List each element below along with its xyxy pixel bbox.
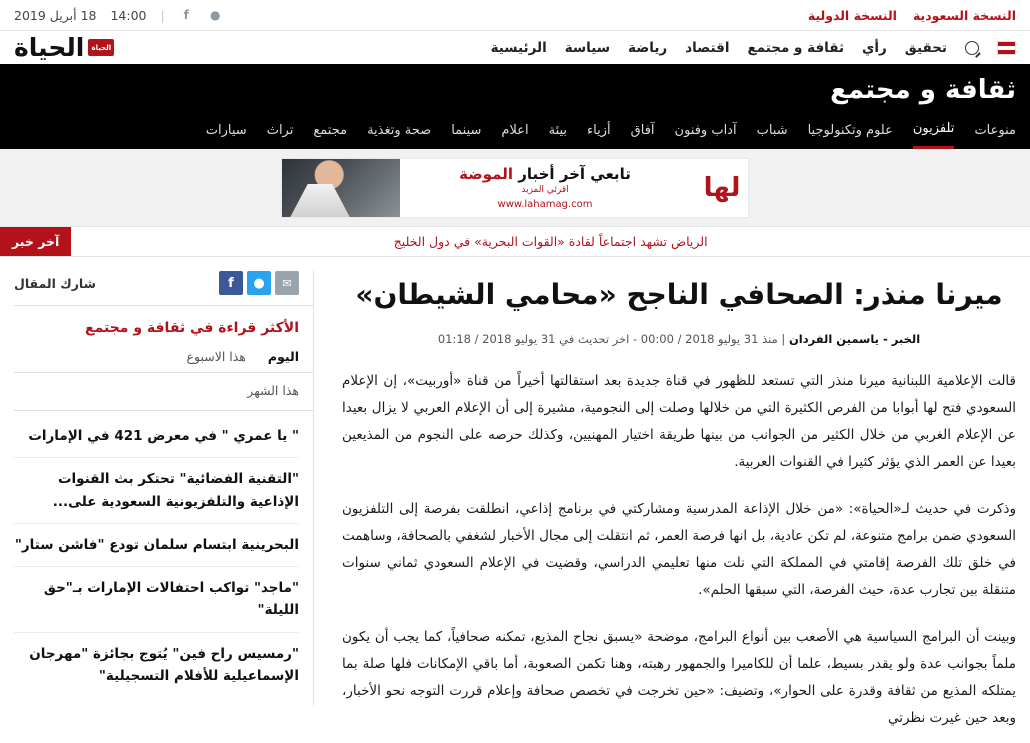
top-bar-date: 18 أبريل 2019 (14, 7, 97, 23)
nav-item-home[interactable]: الرئيسية (490, 39, 547, 56)
popular-heading: الأكثر قراءة في ثقافة و مجتمع (14, 305, 313, 347)
top-link-saudi-edition[interactable]: النسخة السعودية (912, 7, 1016, 23)
article-date: | منذ 31 يوليو 2018 / 00:00 - اخر تحديث في 31 يوليو 2018 / 01:18 (437, 331, 786, 346)
subnav-item-arts[interactable]: آداب وفنون (674, 122, 737, 138)
share-label: شارك المقال (14, 275, 96, 291)
nav-item-rai[interactable]: رأي (862, 39, 887, 56)
share-buttons (219, 271, 299, 295)
article-paragraph: وبينت أن البرامج السياسية هي الأصعب بين أنواع البرامج، موضحة «يسبق نجاح المذيع، تمكنه صحافياً، كما يجب أن يكون ملماً بجوانب عدة ولو يقدر بسيط، علما أن للكاميرا والجمهور رهبته، وهنا تكمن الصعوبة، أما باقي الإمكانات فلها صلة بما يمتلكه المذيع من ثقافة وقدرة على الحوار»، وتضيف: «حين تخرجت في تخصص صحافة وإعلام قررت التوجه نحو الأخبار، وبعد حين غيرت نظرتي (342, 628, 1016, 726)
ad-logo: لها (703, 172, 741, 203)
subnav-item-afaq[interactable]: آفاق (630, 122, 655, 138)
article-paragraph: قالت الإعلامية اللبنانية ميرنا منذر التي تستعد للظهور في قناة جديدة بعد استقالتها أخيراً من قناة «أوربيت»، إن الإعلام السعودي فتح لها أبوابا من الفرص الكثيرة التي من خلالها وصلت إلى النجومية، مشيرة إلى أن الإعلام العربي لا يزال بعيدا عن الإعلام الغربي من خلال الكثير من الجوانب من بينها طريقة اختيار المهنيين، وكذلك حرصه على النجوم من المذيعين بعيدا عن العمر الذي يؤثر كثيرا في القنوات العربية. (342, 372, 1016, 470)
twitter-icon[interactable]: ● (247, 271, 271, 295)
ad-headline-accent: الموضة (459, 165, 513, 183)
top-link-international-edition[interactable]: النسخة الدولية (807, 7, 897, 23)
nav-item-sports[interactable]: رياضة (628, 39, 668, 56)
subnav-item-television[interactable]: تلفزيون (913, 121, 955, 149)
popular-list (14, 411, 313, 697)
ad-image (282, 158, 400, 218)
subnav-item-youth[interactable]: شباب (756, 122, 788, 138)
flag-icon[interactable] (997, 41, 1016, 55)
top-bar-links (808, 8, 1016, 23)
top-bar (0, 0, 1030, 31)
article-paragraph: وذكرت في حديث لـ«الحياة»: «من خلال الإذاعة المدرسية ومشاركتي في برنامج إذاعي، انطلقت بفرصة إلى التلفزيون السعودي ضمن برامج متنوعة، لم تكن عادية، بل انها فرصة العمر، ثم انتقلت إلى مجال الأخبار لشغفي بالصحافة، وساهمت في خلق تلك الفرصة إقامتي في المملكة التي نلت منها تعليمي الدراسي، وقضيت في الإعلام السعودي ثماني سنوات متنقلة بين تجارب عدة، حيث الفرصة، التي سبقها الحلم». (341, 500, 1016, 598)
article-meta (342, 332, 1016, 346)
nav-item-tahqeeq[interactable]: تحقيق (904, 39, 947, 56)
subnav-item-society[interactable]: مجتمع (313, 122, 348, 138)
top-bar-separator: | (160, 7, 165, 23)
tab-this-month[interactable]: هذا الشهر (14, 373, 313, 411)
share-row (14, 271, 313, 305)
site-logo[interactable] (14, 35, 114, 60)
site-header (0, 31, 1030, 64)
subnav-item-health[interactable]: صحة وتغذية (367, 122, 432, 138)
top-bar-meta (14, 8, 223, 23)
breaking-news-label: آخر خبر (0, 227, 71, 256)
section-band (0, 64, 1030, 149)
logo-text: الحياة (14, 33, 85, 62)
mail-icon[interactable]: ✉ (275, 271, 299, 295)
ad-headline: تابعي آخر أخبار (518, 165, 631, 183)
section-subnav (14, 114, 1016, 149)
ad-zone (0, 149, 1030, 227)
article (332, 271, 1016, 726)
main-navigation (491, 40, 1016, 56)
page-content (0, 257, 1030, 726)
list-item[interactable]: "رمسيس راح فين" يُتوج بجائزة "مهرجان الإسماعيلية للأفلام التسجيلية" (29, 645, 299, 684)
subnav-item-manwaat[interactable]: منوعات (974, 122, 1016, 138)
section-title: ثقافة و مجتمع (830, 75, 1016, 105)
facebook-icon[interactable]: f (183, 8, 189, 22)
list-item[interactable]: " يا عمري " في معرض 421 في الإمارات (14, 415, 299, 458)
twitter-icon[interactable]: ● (209, 8, 221, 22)
subnav-item-science-tech[interactable]: علوم وتكنولوجيا (807, 122, 893, 138)
nav-item-politics[interactable]: سياسة (564, 39, 611, 56)
nav-item-economy[interactable]: اقتصاد (685, 39, 730, 56)
subnav-item-fashion[interactable]: أزياء (587, 122, 611, 138)
article-author: الخبر - ياسمين الفردان (788, 331, 921, 346)
subnav-item-cinema[interactable]: سينما (451, 122, 482, 138)
nav-item-culture[interactable]: ثقافة و مجتمع (747, 39, 845, 56)
ad-subline: اقرئي المزيد (521, 185, 569, 195)
search-icon[interactable] (965, 41, 979, 55)
list-item[interactable]: البحرينية ابتسام سلمان تودع "فاشن ستار" (14, 524, 299, 567)
list-item[interactable]: "ماجد" تواكب احتفالات الإمارات بـ"حق الليلة" (14, 567, 299, 633)
subnav-item-cars[interactable]: سيارات (205, 122, 247, 138)
top-bar-time: 14:00 (110, 7, 147, 23)
tab-this-week[interactable]: هذا الاسبوع (186, 349, 246, 364)
breaking-news-bar (0, 227, 1030, 257)
subnav-item-heritage[interactable]: تراث (266, 122, 294, 138)
popular-tabs (14, 347, 313, 373)
subnav-item-media[interactable]: اعلام (501, 122, 529, 138)
tab-today[interactable]: اليوم (267, 349, 299, 364)
ad-text (400, 165, 690, 210)
breaking-news-text[interactable]: الرياض تشهد اجتماعاً لقادة «القوات البحرية» في دول الخليج (393, 234, 708, 249)
sidebar (14, 271, 314, 705)
logo-mark-icon: الحياة (88, 39, 114, 56)
ad-banner[interactable] (281, 158, 749, 218)
article-title: ميرنا منذر: الصحافي الناجح «محامي الشيطان» (355, 278, 1003, 311)
facebook-icon[interactable]: f (219, 271, 243, 295)
list-item[interactable]: "التقنية الفضائية" تحتكر بث القنوات الإذاعية والتلفزيونية السعودية على... (14, 458, 299, 524)
ad-url: www.lahamag.com (497, 199, 593, 210)
subnav-item-environment[interactable]: بيئة (548, 122, 568, 138)
